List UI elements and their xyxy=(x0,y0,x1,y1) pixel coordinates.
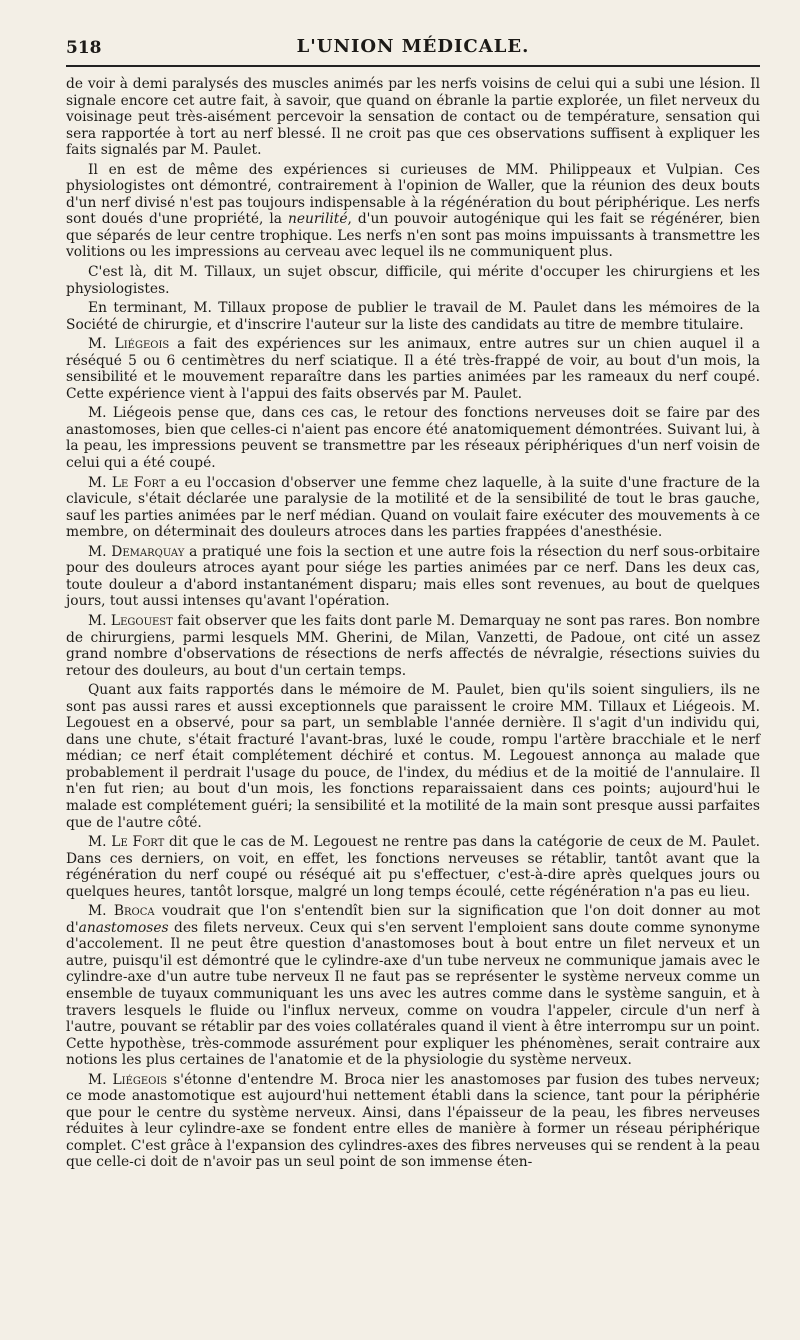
paragraph xyxy=(66,1072,760,1171)
emphasis-text: neurilité xyxy=(288,211,348,228)
paragraph-text: Il en est de même des expériences si curieuses de MM. Philippeaux et Vulpian. Ces physiologistes ont démontré, contrairement à l'opinion de Waller, que la réunion des deux bouts d'un nerf divisé n'est pas toujours indispensable à la régénération du bout périphérique. Les nerfs sont doués d'une propriété, la xyxy=(66,161,760,228)
paragraph-text: En terminant, M. Tillaux propose de publier le travail de M. Paulet dans les mémoires de la Société de chirurgie, et d'inscrire l'auteur sur la liste des candidats au titre de membre titulaire. xyxy=(66,300,760,333)
speaker-name: Liégeois xyxy=(114,336,170,353)
paragraph-text: s'étonne d'entendre M. Broca nier les anastomoses par fusion des tubes nerveux; ce mode anastomotique est aujourd'hui nettement établi dans la science, tant pour la périphérie que pour le centre du système nerveux. Ainsi, dans l'épaisseur de la peau, les fibres nerveuses réduites à leur cylindre-axe se fondent entre elles de manière à former un réseau périphérique complet. C'est grâce à l'expansion des cylindres-axes des fibres nerveuses qui se rendent à la peau que celle-ci doit de n'avoir pas un seul point de son immense éten- xyxy=(66,1071,761,1171)
paragraph-text: Quant aux faits rapportés dans le mémoire de M. Paulet, bien qu'ils soient singuliers, ils ne sont pas aussi rares et aussi exceptionnels que paraissent le croire MM. Tillaux et Liégeois. M. Legouest en a observé, pour sa part, un semblable l'année dernière. Il s'agit d'un individu qui, dans une chute, s'était fracturé l'avant-bras, luxé le coude, rompu l'artère bracchiale et le nerf médian; ce nerf était complétement déchiré et contus. M. Legouest annonça au malade que probablement il perdrait l'usage du pouce, de l'index, du médius et de la moitié de l'annulaire. Il n'en fut rien; au bout d'un mois, les fonctions reparaissaient dans ces points; aujourd'hui le malade est complétement guéri; la sensibilité et la motilité de la main sont presque aussi parfaites que de l'autre côté. xyxy=(66,682,760,831)
paragraph-text: a eu l'occasion d'observer une femme chez laquelle, à la suite d'une fracture de la clavicule, s'était déclarée une paralysie de la motilité et de la sensibilité de tout le bras gauche, sauf les parties animées par le nerf médian. Quand on voulait faire exécuter des mouvements à ce membre, on déterminait des douleurs atroces dans les parties frappées d'anesthésie. xyxy=(66,474,760,541)
emphasis-text: anastomoses xyxy=(78,919,169,936)
paragraph-text: M. xyxy=(88,1071,113,1088)
paragraph-text: C'est là, dit M. Tillaux, un sujet obscur, difficile, qui mérite d'occuper les chirurgiens et les physiologistes. xyxy=(66,264,760,297)
paragraph xyxy=(66,475,760,541)
paragraph-text: M. xyxy=(88,474,112,491)
paragraph xyxy=(66,834,760,900)
paragraph xyxy=(66,300,760,333)
speaker-name: Broca xyxy=(113,903,155,920)
paragraph xyxy=(66,405,760,471)
header-rule xyxy=(66,65,760,67)
paragraph-text: M. xyxy=(88,834,112,851)
page-number: 518 xyxy=(66,38,102,58)
paragraph xyxy=(66,682,760,831)
paragraph xyxy=(66,76,760,159)
page-header xyxy=(66,34,760,62)
paragraph-text: M. xyxy=(88,543,112,560)
paragraph-text: dit que le cas de M. Legouest ne rentre pas dans la catégorie de ceux de M. Paulet. Dans ces derniers, on voit, en effet, les fonctions nerveuses se rétablir, tantôt avant que la régénération du nerf coupé ou réséqué ait pu s'effectuer, c'est-à-dire après quelques jours ou quelques heures, tantôt lorsque, malgré un long temps écoulé, cette régénération n'a pas eu lieu. xyxy=(66,834,760,900)
paragraph-text: M. xyxy=(88,336,115,353)
speaker-name: Liégeois xyxy=(112,1071,168,1088)
paragraph xyxy=(66,903,760,1068)
paragraph-text: M. Liégeois pense que, dans ces cas, le retour des fonctions nerveuses doit se faire par des anastomoses, bien que celles-ci n'aient pas encore été anatomiquement démontrées. Suivant lui, à la peau, les impressions peuvent se transmettre par les réseaux périphériques d'un nerf voisin de celui qui a été coupé. xyxy=(66,405,760,472)
paragraph xyxy=(66,613,760,679)
paragraph-text: , d'un pouvoir autogénique qui les fait se régénérer, bien que séparés de leur centre trophique. Les nerfs n'en sont pas moins impuissants à transmettre les volitions ou les impressions au cerveau avec lequel ils ne communiquent plus. xyxy=(66,211,760,261)
running-title: L'UNION MÉDICALE. xyxy=(296,36,530,57)
paragraph-text: des filets nerveux. Ceux qui s'en servent l'emploient sans doute comme synonyme d'accolement. Il ne peut être question d'anastomoses bout à bout entre un filet nerveux et un autre, puisqu'il est démontré que le cylindre-axe d'un tube nerveux ne communique jamais avec le cylindre-axe d'un autre tube nerveux Il ne faut pas se représenter le système nerveux comme un ensemble de tuyaux communiquant les uns avec les autres comme dans le système sanguin, et à travers lesquels le fluide ou l'influx nerveux, comme on voudra l'appeler, circule d'un nerf à l'autre, pouvant se rétablir par des voies collatérales quand il vient à être interrompu sur un point. Cette hypothèse, très-commode assurément pour expliquer les phénomènes, serait contraire aux notions les plus certaines de l'anatomie et de la physiologie du système nerveux. xyxy=(66,919,760,1069)
article-body xyxy=(66,76,760,1171)
speaker-name: Legouest xyxy=(110,612,173,629)
speaker-name: Le Fort xyxy=(111,474,166,491)
paragraph-text: M. xyxy=(88,612,111,629)
paragraph-text: fait observer que les faits dont parle M. Demarquay ne sont pas rares. Bon nombre de chirurgiens, parmi lesquels MM. Gherini, de Milan, Vanzetti, de Padoue, ont cité un assez grand nombre d'observations de résections de nerfs affectés de névralgie, résections suivies du retour des douleurs, au bout d'un certain temps. xyxy=(66,612,760,679)
paragraph xyxy=(66,544,760,610)
paragraph-text: voudrait que l'on s'entendît bien sur la signification que l'on doit donner au mot d' xyxy=(66,903,760,936)
speaker-name: Le Fort xyxy=(111,834,165,851)
paragraph xyxy=(66,162,760,261)
speaker-name: Demarquay xyxy=(111,543,185,560)
paragraph xyxy=(66,336,760,402)
paragraph-text: M. xyxy=(88,903,114,920)
paragraph-text: a pratiqué une fois la section et une autre fois la résection du nerf sous-orbitaire pour des douleurs atroces ayant pour siége les parties animées par ce nerf. Dans les deux cas, toute douleur a d'abord instantanément disparu; mais elles sont revenues, au bout de quelques jours, tout aussi intenses qu'avant l'opération. xyxy=(66,543,760,610)
paragraph-text: de voir à demi paralysés des muscles animés par les nerfs voisins de celui qui a subi une lésion. Il signale encore cet autre fait, à savoir, que quand on ébranle la partie explorée, un filet nerveux du voisinage peut très-aisément percevoir la sensation de contact ou de température, sensation qui sera rapportée à tort au nerf blessé. Il ne croit pas que ces observations suffisent à expliquer les faits signalés par M. Paulet. xyxy=(66,76,760,159)
paragraph xyxy=(66,264,760,297)
paragraph-text: a fait des expériences sur les animaux, entre autres sur un chien auquel il a réséqué 5 ou 6 centimètres du nerf sciatique. Il a été très-frappé de voir, au bout d'un mois, la sensibilité et le mouvement reparaître dans les parties animées par les rameaux du nerf coupé. Cette expérience vient à l'appui des faits observés par M. Paulet. xyxy=(66,336,760,402)
